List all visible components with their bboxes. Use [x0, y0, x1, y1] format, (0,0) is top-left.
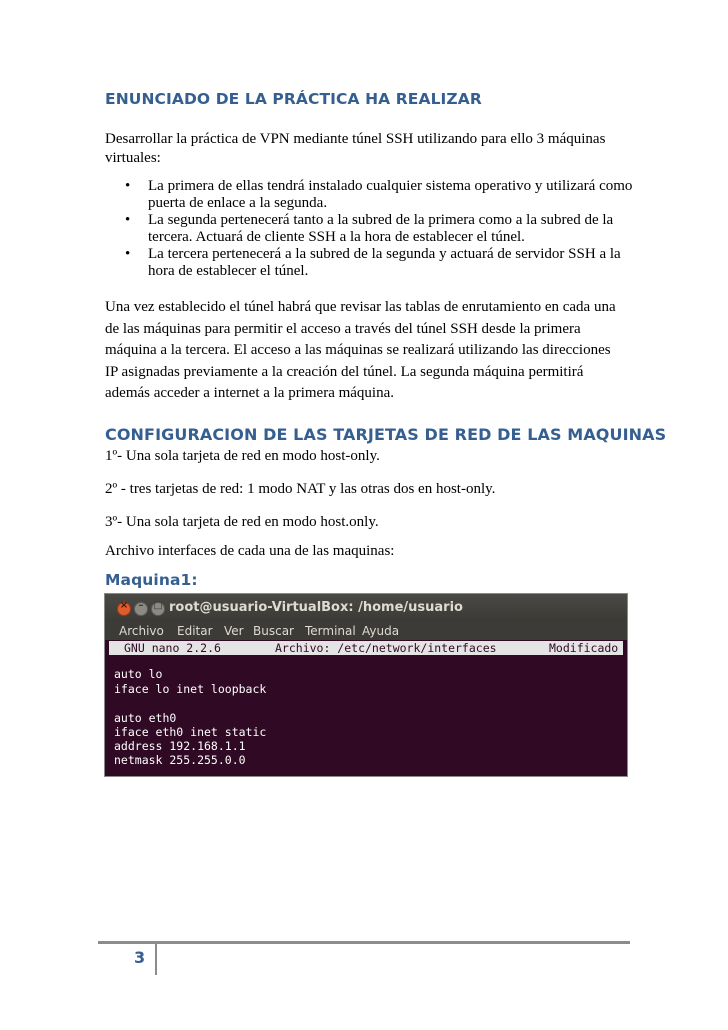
- menu-editar[interactable]: Editar: [177, 624, 213, 638]
- minimize-icon: –: [138, 600, 144, 611]
- menu-ver[interactable]: Ver: [224, 624, 244, 638]
- body-paragraph: Una vez establecido el túnel habrá que revisar las tablas de enrutamiento en cada una de las máquinas para permitir el acceso a través del túnel SSH desde la primera máquina a la tercera. El acceso a las máquinas se realizará utilizando las direcciones IP asignadas previamente a la creación del túnel. La segunda máquina permitirá además acceder a internet a la primera máquina.: [105, 299, 616, 401]
- window-title: root@usuario-VirtualBox: /home/usuario: [169, 600, 463, 615]
- list-item-text: La tercera pertenecerá a la subred de la segunda y actuará de servidor SSH a la hora de establecer el túnel.: [148, 246, 621, 279]
- maximize-button[interactable]: [151, 602, 165, 616]
- maximize-icon: □: [153, 600, 163, 611]
- menu-buscar[interactable]: Buscar: [253, 624, 294, 638]
- terminal-line: iface eth0 inet static: [114, 725, 267, 739]
- nano-filename: Archivo: /etc/network/interfaces: [275, 641, 497, 655]
- nano-header-bar: [109, 641, 623, 655]
- menu-ayuda[interactable]: Ayuda: [362, 624, 400, 638]
- terminal-titlebar: [105, 594, 627, 622]
- menu-terminal[interactable]: Terminal: [305, 624, 356, 638]
- terminal-menubar: [105, 622, 627, 640]
- minimize-button[interactable]: [134, 602, 148, 616]
- list-item-text: La primera de ellas tendrá instalado cualquier sistema operativo y utilizará como puerta de enlace a la segunda.: [148, 178, 633, 211]
- config-line-machine2: 2º - tres tarjetas de red: 1 modo NAT y las otras dos en host-only.: [105, 481, 496, 497]
- config-line-machine3: 3º- Una sola tarjeta de red en modo host.only.: [105, 514, 379, 530]
- terminal-line: netmask 255.255.0.0: [114, 753, 246, 767]
- list-item: [105, 212, 635, 246]
- bullet-icon: •: [125, 246, 131, 262]
- terminal-line: iface lo inet loopback: [114, 682, 267, 696]
- list-item-text: La segunda pertenecerá tanto a la subred de la primera como a la subred de la tercera. Actuará de cliente SSH a la hora de establecer el túnel.: [148, 212, 614, 245]
- subheading-maquina1: Maquina1:: [105, 571, 198, 589]
- requirements-list: [105, 178, 635, 280]
- interfaces-intro-line: Archivo interfaces de cada una de las maquinas:: [105, 543, 395, 559]
- footer-vertical-divider: [155, 941, 157, 975]
- terminal-line: auto eth0: [114, 711, 177, 725]
- footer-divider: [98, 941, 630, 944]
- intro-paragraph: Desarrollar la práctica de VPN mediante túnel SSH utilizando para ello 3 máquinas virtuales:: [105, 131, 606, 166]
- close-icon: ×: [119, 600, 129, 611]
- close-button[interactable]: [117, 602, 131, 616]
- list-item: [105, 178, 635, 212]
- nano-status: Modificado: [549, 641, 619, 655]
- page-number: 3: [134, 948, 146, 967]
- section-heading-configuracion: CONFIGURACION DE LAS TARJETAS DE RED DE LAS MAQUINAS: [105, 425, 667, 444]
- nano-version: GNU nano 2.2.6: [124, 641, 221, 655]
- menu-archivo[interactable]: Archivo: [119, 624, 164, 638]
- config-line-machine1: 1º- Una sola tarjeta de red en modo host-only.: [105, 448, 380, 464]
- bullet-icon: •: [125, 212, 131, 228]
- terminal-line: auto lo: [114, 667, 163, 681]
- list-item: [105, 246, 635, 280]
- section-heading-enunciado: ENUNCIADO DE LA PRÁCTICA HA REALIZAR: [105, 90, 482, 108]
- terminal-line: address 192.168.1.1: [114, 739, 246, 753]
- bullet-icon: •: [125, 178, 131, 194]
- terminal-screenshot: [104, 593, 628, 777]
